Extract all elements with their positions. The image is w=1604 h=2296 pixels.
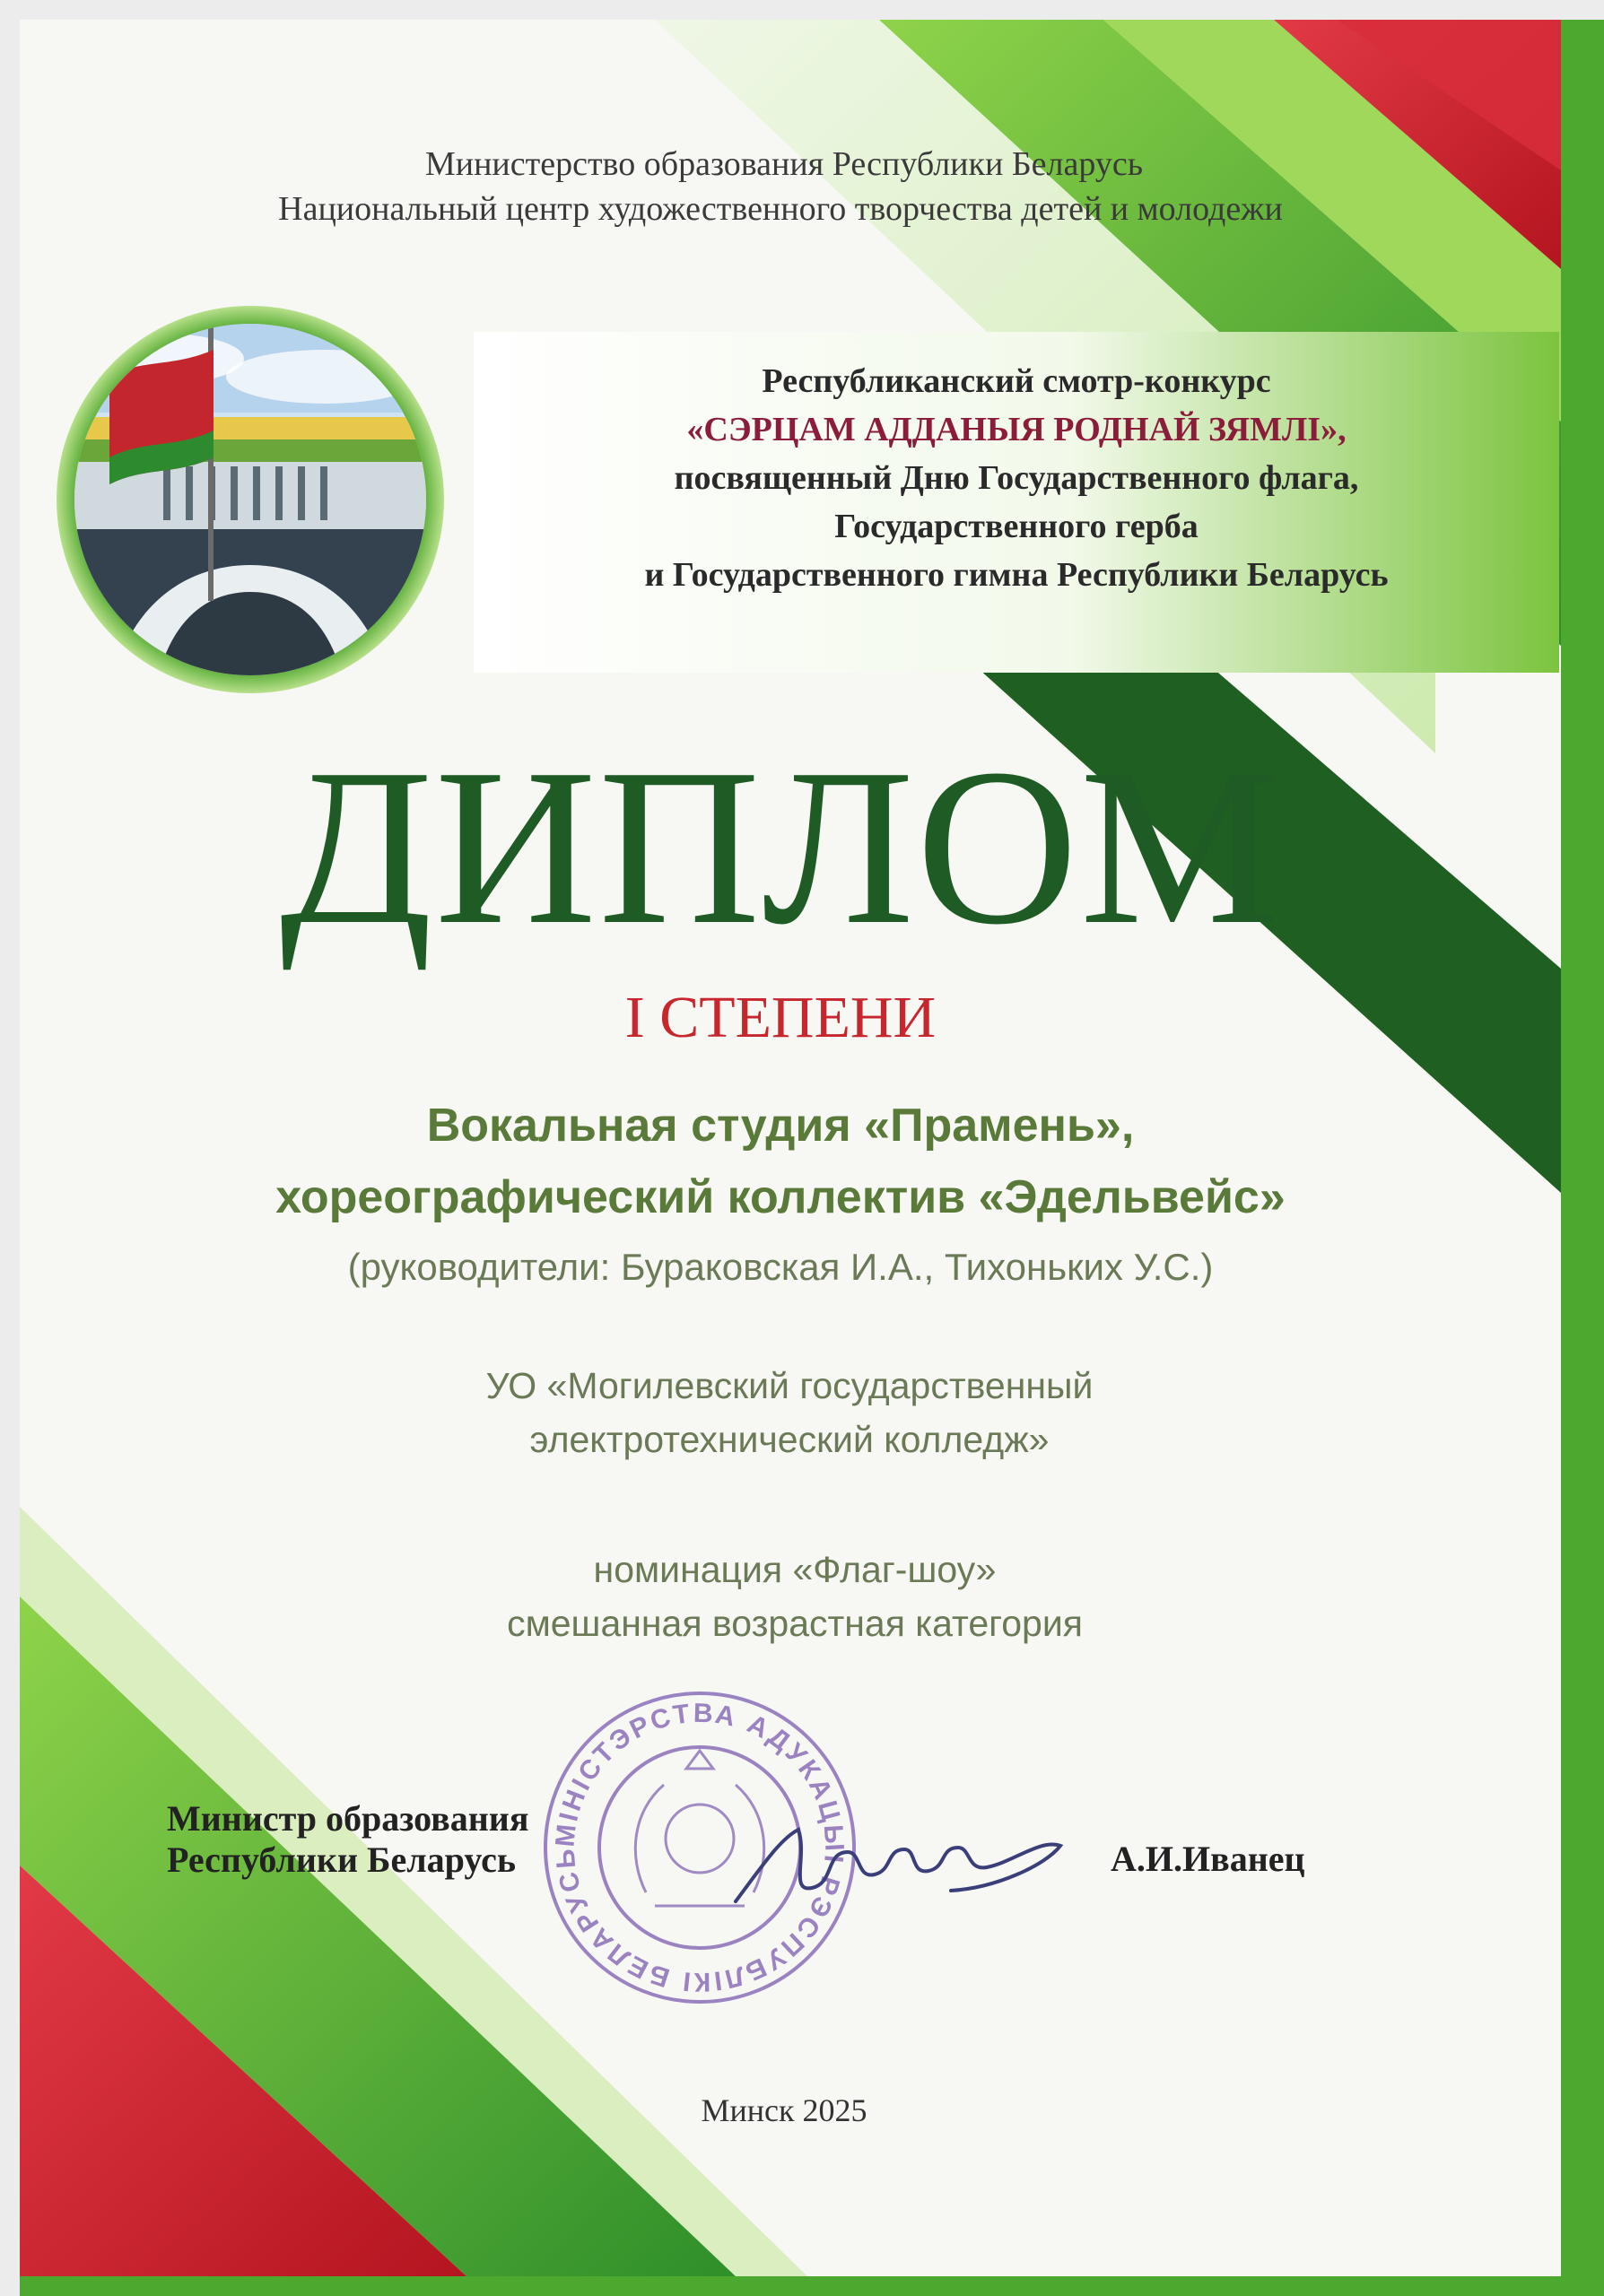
handwritten-signature: [727, 1803, 1068, 1919]
contest-dedication-line1: посвященный Дню Государственного флага,: [674, 459, 1359, 497]
signatory-title-line1: Министр образования: [167, 1798, 529, 1839]
recipient-line1: Вокальная студия «Прамень»,: [426, 1100, 1135, 1152]
diploma-degree: I СТЕПЕНИ: [624, 985, 937, 1050]
contest-type: Республиканский смотр-конкурс: [762, 362, 1271, 400]
flag-landscape-medallion: [56, 305, 445, 694]
institution-line2: электротехнический колледж»: [529, 1419, 1050, 1460]
signatory-title: [167, 1798, 528, 1881]
institution-block: [0, 1359, 1591, 1466]
diploma-title: ДИПЛОМ: [279, 723, 1281, 971]
stamp-ring-text: МІНІСТЭРСТВА АДУКАЦЫІ РЭСПУБЛІКІ БЕЛАРУСЬ: [550, 1698, 850, 1997]
national-center-header: Национальный центр художественного творчества детей и молодежи: [278, 190, 1283, 228]
nomination-line1: номинация «Флаг-шоу»: [593, 1549, 997, 1590]
recipient-leaders: (руководители: Бураковская И.А., Тихоньких У.С.): [347, 1246, 1214, 1288]
signatory-title-line2: Республики Беларусь: [167, 1839, 517, 1880]
signatory-name: А.И.Иванец: [1111, 1839, 1305, 1879]
contest-dedication-line2: Государственного герба: [834, 508, 1199, 545]
city-year: Минск 2025: [701, 2092, 867, 2128]
nomination-block: [0, 1543, 1597, 1650]
contest-name: «СЭРЦАМ АДДАНЫЯ РОДНАЙ ЗЯМЛІ»,: [686, 411, 1347, 448]
ministry-header: Министерство образования Республики Беларусь: [424, 145, 1144, 183]
institution-line1: УО «Могилевский государственный: [485, 1365, 1094, 1406]
recipient-line2: хореографический коллектив «Эдельвейс»: [275, 1171, 1286, 1223]
contest-banner-text: [474, 357, 1559, 599]
recipient-block: [0, 1090, 1582, 1233]
nomination-line2: смешанная возрастная категория: [507, 1603, 1083, 1644]
contest-dedication-line3: и Государственного гимна Республики Беларусь: [644, 556, 1389, 594]
